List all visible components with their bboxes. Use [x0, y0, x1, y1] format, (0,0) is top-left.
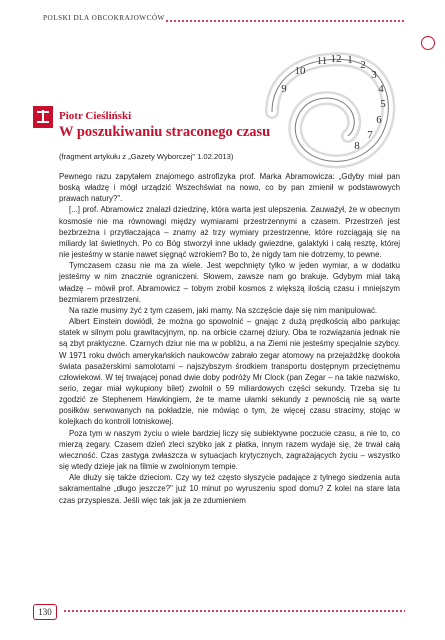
page-header [43, 14, 405, 28]
paragraph: Pewnego razu zapytałem znajomego astrofizyka prof. Marka Abramowicza: „Gdyby miał pan boską władzę i mógł urządzić Wszechświat na nowo, co by pan zmienił w podstawowych prawach natury?". [59, 172, 400, 204]
article-body [59, 171, 400, 506]
clock-numeral: 2 [360, 59, 366, 71]
paragraph: [...] prof. Abramowicz znalazł dziedzinę, która warta jest ulepszenia. Zauważył, że w obecnym kosmosie nie ma równowagi między wymiarami przestrzennymi a czasem. Przestrzeń jest bezbrzeżna i przytłaczająca – znamy aż trzy wymiary przestrzenne, które rozciągają się na miliardy lat świetlnych. Po co Bóg stworzył inne układy gwiezdne, galaktyki i całą resztę, której nie jesteśmy w stanie nawet sięgnąć wzrokiem? Bo to, że nigdy tam nie dotrzemy, to pewne. [59, 205, 400, 260]
paragraph: Ale dłuży się także dzieciom. Czy wy też często słyszycie padające z tylnego siedzenia auta sakramentalne „długo jeszcze?" już 10 minut po wyruszeniu spod domu? Z kolei na stare lata czas przyspiesza. Jeśli więc tak jak ja ze zdumieniem [59, 473, 400, 505]
clock-numeral: 7 [367, 129, 373, 141]
page-corner-mark [421, 36, 435, 50]
clock-numeral: 8 [354, 140, 360, 152]
clock-numeral: 5 [380, 98, 386, 110]
book-icon [33, 106, 53, 128]
page-number: 130 [33, 604, 57, 620]
clock-numeral: 9 [281, 83, 287, 95]
clock-numeral: 1 [347, 54, 353, 66]
paragraph: Na razie musimy żyć z tym czasem, jaki mamy. Na szczęście daje się nim manipulować. [69, 305, 378, 315]
clock-numeral: 6 [376, 114, 382, 126]
clock-numeral: 10 [294, 65, 306, 77]
article-title: W poszukiwaniu straconego czasu [59, 124, 271, 140]
clock-numeral: 11 [316, 55, 328, 67]
clock-numeral: 12 [330, 53, 342, 65]
paragraph: Poza tym w naszym życiu o wiele bardziej liczy się subiektywne poczucie czasu, a nie to, co mierzą zegary. Czasem dzień zleci szybko jak z płatka, innym razem wydaje się, że trwał całą wieczność. Czas zastyga zwłaszcza w sytuacjach krytycznych, zagrażających życiu – wszystko się wtedy dzieje jak na filmie w zwolnionym tempie. [59, 428, 400, 472]
footer-dotted-rule [63, 610, 405, 612]
paragraph: Tymczasem czasu nie ma za wiele. Jest wepchnięty tylko w jeden wymiar, a w dodatku jesteśmy w nim znacznie ograniczeni. Słowem, zawsze nam go brakuje. Gdybym miał taką władzę – mówił prof. Abramowicz – tobym zrobił kosmos z większą ilością czasu i mniejszym bezmiarem przestrzeni. [59, 261, 400, 304]
section-title: POLSKI DLA OBCOKRAJOWCÓW [43, 14, 165, 22]
article-source: (fragment artykułu z „Gazety Wyborczej" 1.02.2013) [59, 152, 234, 161]
header-dotted-rule [165, 20, 405, 22]
paragraph: Albert Einstein dowiódł, że można go spowolnić – gnając z dużą prędkością albo parkując statek w silnym polu grawitacyjnym, np. na orbicie czarnej dziury. Oba te rozwiązania jednak nie są zbyt praktyczne. Czarnych dziur nie ma w pobliżu, a na Ziemi nie jesteśmy specjalnie szybcy. W 1971 roku dwóch amerykańskich naukowców zabrało zegar atomowy na przejażdżkę dookoła świata pasażerskimi samolotami – najszybszym środkiem transportu dostępnym przeciętnemu człowiekowi. W tej trwającej ponad dwie doby podróży Mr Clock (pan Zegar – na takie nazwisko, serio, zegar miał wykupiony bilet) zwolnił o 59 miliardowych części sekundy. Trzeba się tu zgodzić ze Stephenem Hawkingiem, że te marne ułamki sekundy z pewnością nie są warte posiłków serwowanych na pokładzie, nie mówiąc o tym, że więcej czasu stracimy, stojąc w kolejkach do kontroli lotniskowej. [59, 317, 400, 427]
clock-numeral: 3 [371, 69, 377, 81]
article-author: Piotr Cieśliński [59, 110, 132, 122]
clock-numeral: 4 [378, 83, 384, 95]
clock-illustration [262, 52, 396, 170]
page-footer [33, 604, 405, 620]
